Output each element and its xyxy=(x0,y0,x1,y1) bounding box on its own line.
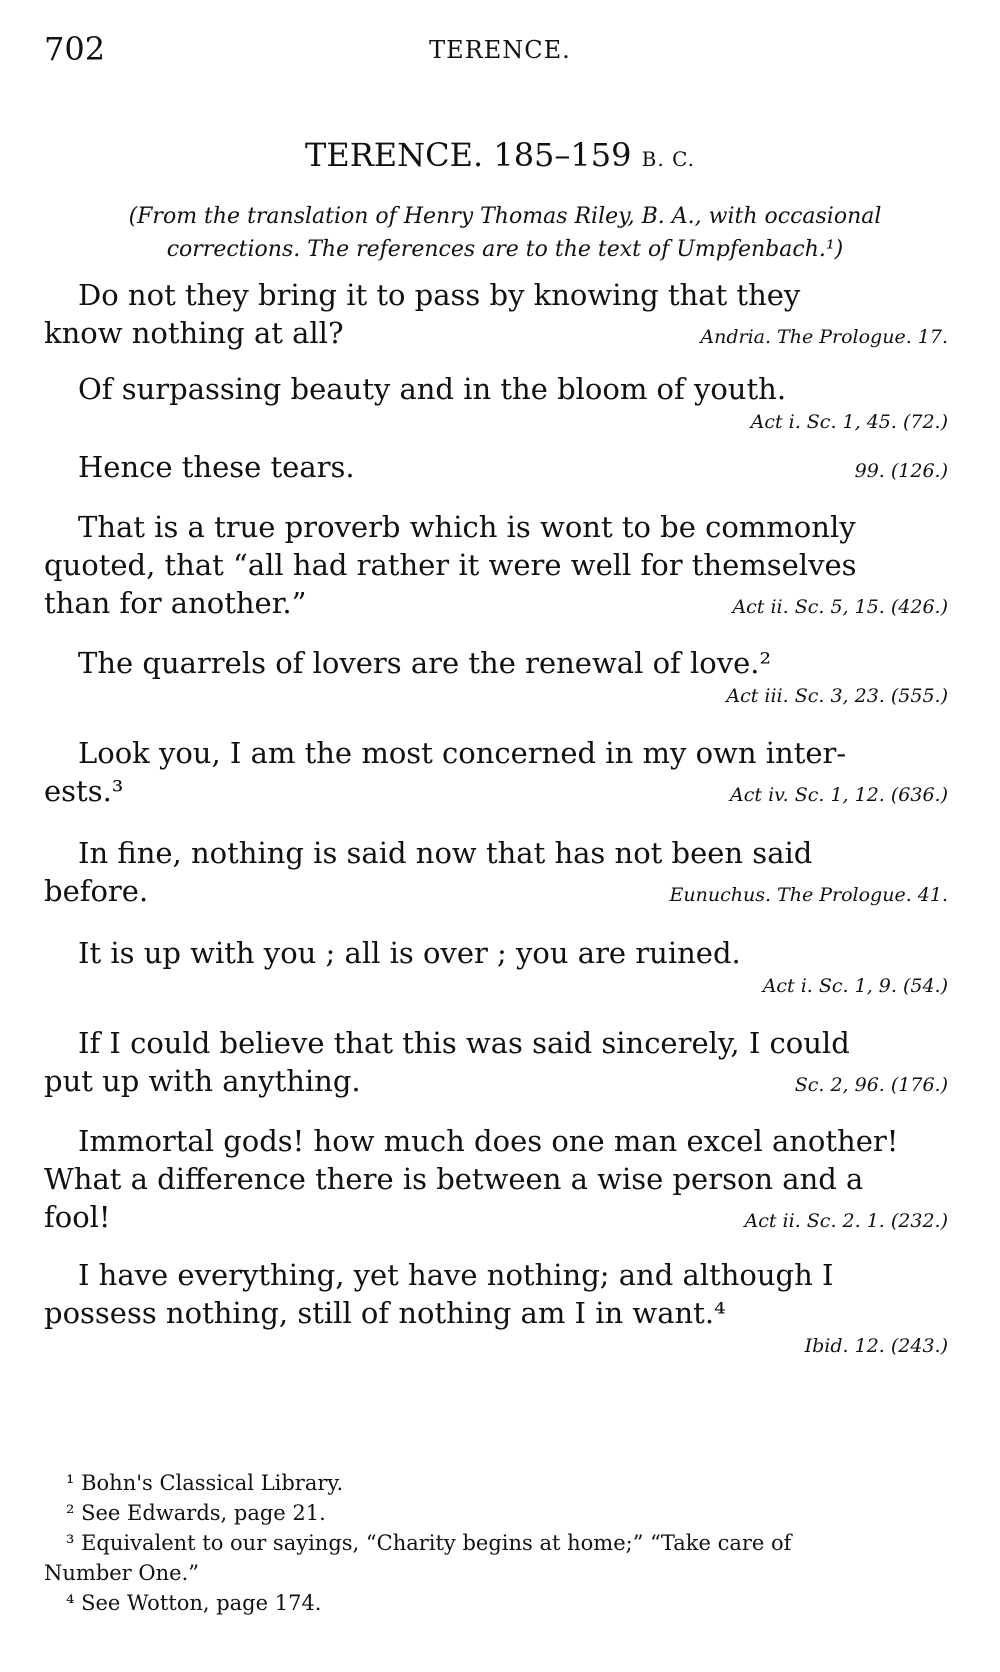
quote-text: quoted, that “all had rather it were well for themselves xyxy=(44,548,857,582)
translation-note: (From the translation of Henry Thomas Riley, B. A., with occasional corrections. The references are to the text of Umpfenbach.¹) xyxy=(128,204,882,262)
footnote xyxy=(44,1528,948,1558)
footnote-text: ¹ Bohn's Classical Library. xyxy=(66,1471,344,1495)
quote-5 xyxy=(44,644,948,710)
quote-text: It is up with you ; all is over ; you are ruined. xyxy=(78,936,741,970)
footnote-continuation: Number One.” xyxy=(44,1561,199,1585)
footnote-text: ³ Equivalent to our sayings, “Charity begins at home;” “Take care of xyxy=(66,1531,792,1555)
quote-6 xyxy=(44,734,948,814)
quote-3 xyxy=(44,448,948,490)
quote-text: In fine, nothing is said now that has not been said xyxy=(78,836,813,870)
quote-reference: Act ii. Sc. 2. 1. (232.) xyxy=(744,1210,948,1232)
quote-9 xyxy=(44,1024,948,1104)
quote-text: Hence these tears. xyxy=(78,450,355,484)
footnote-text: ² See Edwards, page 21. xyxy=(66,1501,326,1525)
title-main: TERENCE. 185–159 xyxy=(304,136,632,174)
quote-2 xyxy=(44,370,948,436)
title-era: B. C. xyxy=(641,147,696,171)
quote-text: Do not they bring it to pass by knowing that they xyxy=(78,278,801,312)
running-title: TERENCE. xyxy=(429,36,571,64)
quote-10 xyxy=(44,1122,948,1240)
page-number: 702 xyxy=(44,30,106,68)
quote-text: If I could believe that this was said sincerely, I could xyxy=(78,1026,850,1060)
quote-reference: Ibid. 12. (243.) xyxy=(804,1335,948,1357)
quote-text: than for another.” xyxy=(44,586,307,620)
quote-7 xyxy=(44,834,948,914)
quote-reference: Act iv. Sc. 1, 12. (636.) xyxy=(730,784,948,806)
quote-text: fool! xyxy=(44,1200,111,1234)
quote-reference: Act ii. Sc. 5, 15. (426.) xyxy=(732,596,948,618)
quote-text: ests.³ xyxy=(44,774,124,808)
quote-8 xyxy=(44,934,948,1000)
quote-text: Of surpassing beauty and in the bloom of youth. xyxy=(78,372,787,406)
section-title xyxy=(0,136,1000,174)
quote-text: before. xyxy=(44,874,149,908)
quote-reference: Andria. The Prologue. 17. xyxy=(700,326,948,348)
quote-reference: Act iii. Sc. 3, 23. (555.) xyxy=(726,685,948,707)
quote-text: Look you, I am the most concerned in my own inter- xyxy=(78,736,847,770)
footnote xyxy=(44,1468,948,1498)
quote-reference: Act i. Sc. 1, 9. (54.) xyxy=(762,975,948,997)
quote-reference: Act i. Sc. 1, 45. (72.) xyxy=(750,411,948,433)
quote-reference: Sc. 2, 96. (176.) xyxy=(794,1074,948,1096)
footnote xyxy=(44,1588,948,1618)
quote-text: possess nothing, still of nothing am I in want.⁴ xyxy=(44,1296,726,1330)
quote-4 xyxy=(44,508,948,626)
quote-text: I have everything, yet have nothing; and although I xyxy=(78,1258,834,1292)
quote-11 xyxy=(44,1256,948,1360)
quote-reference: 99. (126.) xyxy=(854,460,948,482)
quote-text: That is a true proverb which is wont to be commonly xyxy=(78,510,856,544)
footnotes xyxy=(44,1468,948,1618)
running-head xyxy=(44,30,956,70)
quote-text: Immortal gods! how much does one man excel another! xyxy=(78,1124,899,1158)
quote-text: put up with anything. xyxy=(44,1064,361,1098)
footnote-text: ⁴ See Wotton, page 174. xyxy=(66,1591,322,1615)
footnote xyxy=(44,1498,948,1528)
quote-text: know nothing at all? xyxy=(44,316,344,350)
quote-text: What a difference there is between a wise person and a xyxy=(44,1162,864,1196)
quote-reference: Eunuchus. The Prologue. 41. xyxy=(669,884,948,906)
quote-text: The quarrels of lovers are the renewal of love.² xyxy=(78,646,772,680)
quote-1 xyxy=(44,276,948,356)
